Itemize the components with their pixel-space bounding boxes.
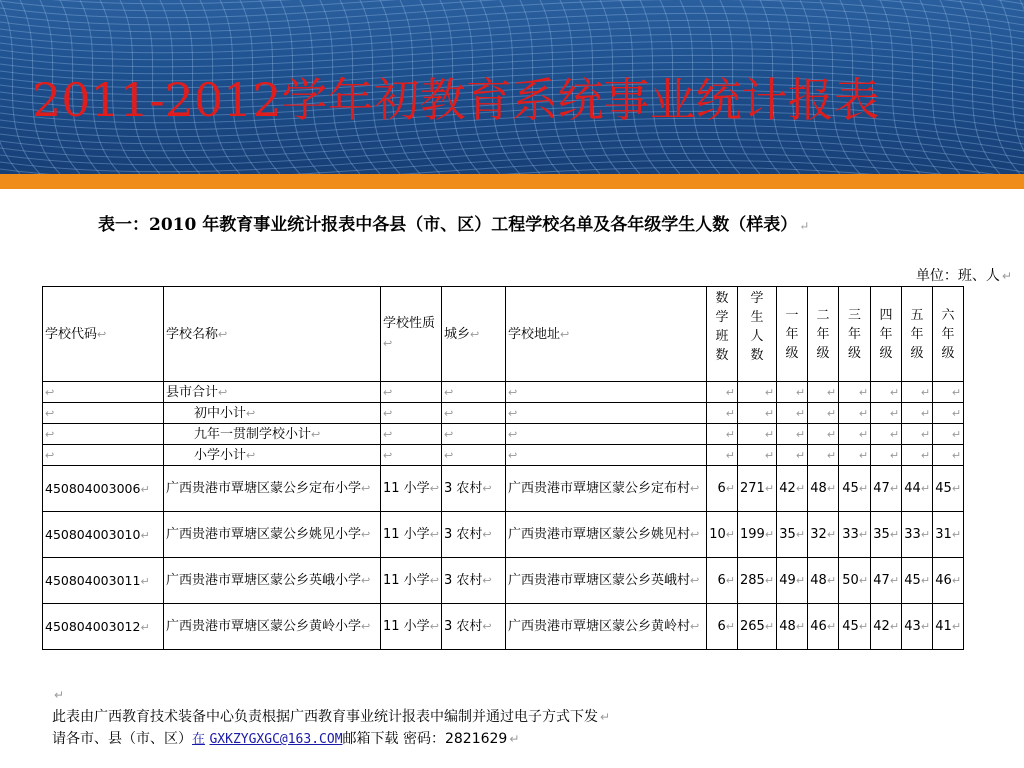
header-name: 学校名称↩ [164, 287, 381, 382]
school-name-cell: 广西贵港市覃塘区蒙公乡定布小学↩ [164, 466, 381, 512]
g5-cell: 44↵ [902, 466, 933, 512]
summary-row [43, 403, 964, 424]
empty-cell: ↩ [442, 403, 506, 424]
empty-num-cell: ↵ [738, 424, 777, 445]
summary-name-cell: 九年一贯制学校小计↩ [164, 424, 381, 445]
empty-cell: ↩ [43, 424, 164, 445]
empty-cell: ↩ [506, 382, 707, 403]
empty-num-cell: ↵ [707, 382, 738, 403]
empty-num-cell: ↵ [902, 382, 933, 403]
table-row [43, 604, 964, 650]
header-students: 学 生 人 数 [738, 287, 777, 382]
empty-cell: ↩ [43, 382, 164, 403]
school-nature-cell: 11 小学↩ [381, 466, 442, 512]
school-code-cell: 450804003012↵ [43, 604, 164, 650]
g1-cell: 49↵ [777, 558, 808, 604]
school-code-cell: 450804003010↵ [43, 512, 164, 558]
slide-title: 2011-2012学年初教育系统事业统计报表 [32, 73, 880, 127]
classes-cell: 10↵ [707, 512, 738, 558]
school-address-cell: 广西贵港市覃塘区蒙公乡姚见村↩ [506, 512, 707, 558]
footer-line-2: 请各市、县（市、区）在 GXKZYGXGC@163.COM邮箱下载 密码：2821629 ↵ [52, 731, 520, 747]
empty-num-cell: ↵ [871, 382, 902, 403]
classes-cell: 6↵ [707, 466, 738, 512]
g2-cell: 46↵ [808, 604, 839, 650]
summary-row [43, 445, 964, 466]
g1-cell: 42↵ [777, 466, 808, 512]
download-email-link[interactable]: GXKZYGXGC@163.COM [209, 732, 343, 747]
summary-name-cell: 县市合计↩ [164, 382, 381, 403]
school-nature-cell: 11 小学↩ [381, 512, 442, 558]
header-grade-5: 五 年 级 [902, 287, 933, 382]
school-urban-cell: 3 农村↩ [442, 558, 506, 604]
empty-num-cell: ↵ [738, 382, 777, 403]
empty-num-cell: ↵ [933, 382, 964, 403]
empty-num-cell: ↵ [707, 424, 738, 445]
empty-num-cell: ↵ [933, 445, 964, 466]
g6-cell: 46↵ [933, 558, 964, 604]
header-address: 学校地址↩ [506, 287, 707, 382]
school-nature-cell: 11 小学↩ [381, 604, 442, 650]
school-urban-cell: 3 农村↩ [442, 512, 506, 558]
header-grade-3: 三 年 级 [839, 287, 871, 382]
table-title: 表一：2010 年教育事业统计报表中各县（市、区）工程学校名单及各年级学生人数（样表） ↵ [98, 215, 810, 235]
school-nature-cell: 11 小学↩ [381, 558, 442, 604]
header-grade-6: 六 年 级 [933, 287, 964, 382]
header-grade-2: 二 年 级 [808, 287, 839, 382]
students-cell: 271↵ [738, 466, 777, 512]
unit-label: 单位：班、人 ↵ [915, 268, 1012, 284]
students-cell: 265↵ [738, 604, 777, 650]
empty-cell: ↩ [442, 445, 506, 466]
download-at-link[interactable]: 在 [192, 732, 206, 747]
empty-cell: ↩ [43, 445, 164, 466]
classes-cell: 6↵ [707, 604, 738, 650]
empty-num-cell: ↵ [839, 445, 871, 466]
empty-num-cell: ↵ [902, 424, 933, 445]
header-grade-1: 一 年 级 [777, 287, 808, 382]
empty-cell: ↩ [381, 445, 442, 466]
g3-cell: 45↵ [839, 604, 871, 650]
empty-num-cell: ↵ [808, 403, 839, 424]
empty-num-cell: ↵ [902, 445, 933, 466]
school-address-cell: 广西贵港市覃塘区蒙公乡黄岭村↩ [506, 604, 707, 650]
empty-num-cell: ↵ [839, 382, 871, 403]
empty-num-cell: ↵ [871, 424, 902, 445]
classes-cell: 6↵ [707, 558, 738, 604]
g2-cell: 32↵ [808, 512, 839, 558]
empty-num-cell: ↵ [808, 445, 839, 466]
g1-cell: 35↵ [777, 512, 808, 558]
empty-num-cell: ↵ [871, 403, 902, 424]
empty-cell: ↩ [381, 403, 442, 424]
empty-num-cell: ↵ [839, 403, 871, 424]
g4-cell: 47↵ [871, 558, 902, 604]
empty-num-cell: ↵ [738, 403, 777, 424]
empty-cell: ↩ [381, 382, 442, 403]
empty-num-cell: ↵ [707, 403, 738, 424]
school-name-cell: 广西贵港市覃塘区蒙公乡英峨小学↩ [164, 558, 381, 604]
g4-cell: 42↵ [871, 604, 902, 650]
g3-cell: 50↵ [839, 558, 871, 604]
paragraph-mark-icon: ↵ [1001, 269, 1012, 283]
students-cell: 199↵ [738, 512, 777, 558]
empty-num-cell: ↵ [871, 445, 902, 466]
g6-cell: 45↵ [933, 466, 964, 512]
header-nature: 学校性质↩ [381, 287, 442, 382]
g1-cell: 48↵ [777, 604, 808, 650]
empty-num-cell: ↵ [777, 403, 808, 424]
empty-cell: ↩ [506, 445, 707, 466]
empty-num-cell: ↵ [738, 445, 777, 466]
footer-note [52, 684, 610, 751]
empty-cell: ↩ [381, 424, 442, 445]
g4-cell: 35↵ [871, 512, 902, 558]
g5-cell: 33↵ [902, 512, 933, 558]
empty-paragraph: ↵ [54, 688, 65, 702]
g5-cell: 43↵ [902, 604, 933, 650]
empty-cell: ↩ [442, 382, 506, 403]
g2-cell: 48↵ [808, 558, 839, 604]
empty-num-cell: ↵ [902, 403, 933, 424]
school-name-cell: 广西贵港市覃塘区蒙公乡黄岭小学↩ [164, 604, 381, 650]
summary-row [43, 424, 964, 445]
empty-num-cell: ↵ [808, 424, 839, 445]
empty-cell: ↩ [43, 403, 164, 424]
empty-num-cell: ↵ [777, 382, 808, 403]
g2-cell: 48↵ [808, 466, 839, 512]
g5-cell: 45↵ [902, 558, 933, 604]
header-banner [0, 0, 1024, 174]
empty-num-cell: ↵ [808, 382, 839, 403]
school-code-cell: 450804003006↵ [43, 466, 164, 512]
table-header-row [43, 287, 964, 382]
table-row [43, 558, 964, 604]
empty-cell: ↩ [506, 424, 707, 445]
g4-cell: 47↵ [871, 466, 902, 512]
header-grade-4: 四 年 级 [871, 287, 902, 382]
summary-name-cell: 初中小计↩ [164, 403, 381, 424]
table-row [43, 512, 964, 558]
empty-num-cell: ↵ [839, 424, 871, 445]
empty-cell: ↩ [442, 424, 506, 445]
summary-name-cell: 小学小计↩ [164, 445, 381, 466]
g3-cell: 33↵ [839, 512, 871, 558]
header-code: 学校代码↩ [43, 287, 164, 382]
paragraph-mark-icon: ↵ [799, 219, 810, 233]
accent-bar [0, 174, 1024, 189]
summary-row [43, 382, 964, 403]
school-name-cell: 广西贵港市覃塘区蒙公乡姚见小学↩ [164, 512, 381, 558]
empty-num-cell: ↵ [933, 424, 964, 445]
school-address-cell: 广西贵港市覃塘区蒙公乡定布村↩ [506, 466, 707, 512]
g3-cell: 45↵ [839, 466, 871, 512]
empty-num-cell: ↵ [777, 445, 808, 466]
g6-cell: 41↵ [933, 604, 964, 650]
g6-cell: 31↵ [933, 512, 964, 558]
empty-cell: ↩ [506, 403, 707, 424]
school-address-cell: 广西贵港市覃塘区蒙公乡英峨村↩ [506, 558, 707, 604]
empty-num-cell: ↵ [707, 445, 738, 466]
empty-num-cell: ↵ [777, 424, 808, 445]
footer-line-1: 此表由广西教育技术装备中心负责根据广西教育事业统计报表中编制并通过电子方式下发 ↵ [52, 709, 611, 725]
school-urban-cell: 3 农村↩ [442, 604, 506, 650]
students-cell: 285↵ [738, 558, 777, 604]
header-urban: 城乡↩ [442, 287, 506, 382]
school-code-cell: 450804003011↵ [43, 558, 164, 604]
header-classes: 数 学 班 数 [707, 287, 738, 382]
empty-num-cell: ↵ [933, 403, 964, 424]
table-row [43, 466, 964, 512]
school-urban-cell: 3 农村↩ [442, 466, 506, 512]
school-table [42, 286, 964, 650]
